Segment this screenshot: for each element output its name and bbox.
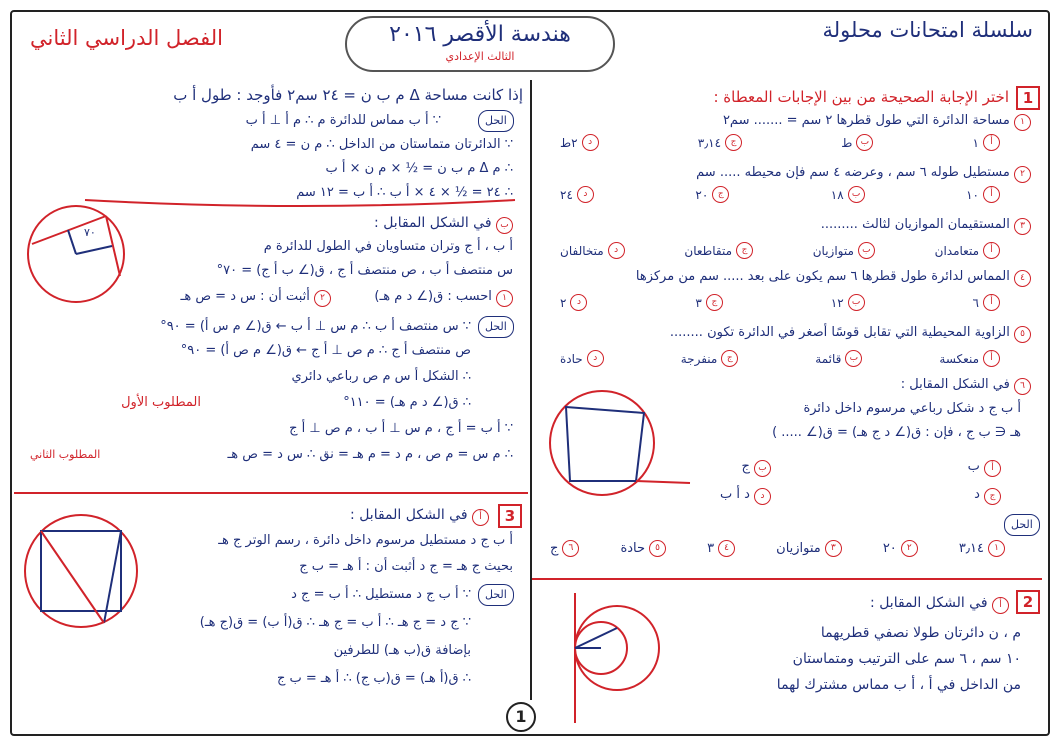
option-letter-icon: أ	[983, 134, 1000, 151]
option-letter-icon: ج	[712, 186, 729, 203]
part-letter-icon: أ	[992, 597, 1009, 614]
option-b[interactable]	[831, 186, 865, 203]
item-num-badge: ٢	[1014, 166, 1031, 183]
q2b-req1-text: احسب : ق(∠ د م هـ)	[374, 289, 492, 304]
option-text: ٢	[560, 295, 567, 310]
q2b-solution-tag: الحل	[478, 316, 514, 338]
q1-item-6-line2: هـ ∈ ب ج ، فإن : ق(∠ د ج هـ) = ق(∠ ..... )	[772, 425, 1021, 440]
page-number: 1	[506, 702, 536, 732]
req-num-icon: ١	[496, 290, 513, 307]
q2b-sol-line2: ص منتصف أ ج ∴ م ص ⊥ أ ج ← ق(∠ م ص أ) = ٩٠°	[180, 343, 471, 358]
q2b-sol-line3: ∴ الشكل أ س م ص رباعي دائري	[291, 369, 471, 384]
item-num-badge: ٣	[1014, 218, 1031, 235]
option-a[interactable]	[966, 186, 1000, 203]
divider-q3	[14, 492, 528, 494]
q1-item-2-text: مستطيل طوله ٦ سم ، وعرضه ٤ سم فإن محيطه ..... سم	[696, 165, 1010, 180]
q2-solution-tag: الحل	[478, 110, 514, 132]
q1-heading: اختر الإجابة الصحيحة من بين الإجابات المعطاة :	[713, 88, 1009, 106]
option-text: متقاطعان	[684, 243, 732, 258]
q2b-line1: أ ب ، أ ج وتران متساويان في الطول للدائرة م	[263, 239, 513, 254]
option-text: ١٢	[830, 295, 844, 310]
answer-3	[776, 540, 842, 557]
q1-item-2-options	[560, 186, 1000, 203]
series-title: سلسلة امتحانات محلولة	[822, 18, 1033, 42]
answer-num-icon: ٤	[718, 540, 735, 557]
second-required-label: المطلوب الثاني	[30, 448, 101, 461]
q2-sol-line1: ∵ أ ب مماس للدائرة م ∴ م أ ⊥ أ ب	[245, 113, 441, 128]
option-a[interactable]	[973, 294, 1000, 311]
q1-item-1	[723, 112, 1031, 131]
exam-title-cloud	[345, 16, 615, 72]
option-d[interactable]	[560, 242, 625, 259]
q3-diagram	[18, 508, 144, 634]
option-letter-icon: ب	[858, 242, 875, 259]
option-text: ١٠	[966, 187, 979, 202]
q2b-req2-text: أثبت أن : س د = ص هـ	[180, 289, 310, 304]
q1-item-5-options	[560, 350, 1000, 367]
q3-number: 3	[498, 504, 522, 528]
q3-sol-line2: ∵ ج د = ج هـ ∴ أ ب = ج هـ ∴ ق(أ ب) = ق(ج هـ)	[199, 615, 471, 630]
q1-item-5	[670, 324, 1031, 343]
q2a-line1: م ، ن دائرتان طولا نصفي قطريهما	[820, 625, 1021, 641]
q1-item-3-text: المستقيمان الموازيان لثالث .........	[820, 217, 1010, 232]
option-letter-icon: ب	[848, 186, 865, 203]
q1-number: 1	[1016, 86, 1040, 110]
answer-4	[707, 540, 735, 557]
option-c[interactable]	[695, 186, 729, 203]
q3-solution-tag: الحل	[478, 584, 514, 606]
q2b-diagram	[20, 196, 132, 308]
answer-text: متوازيان	[776, 541, 821, 556]
q2b-sol-line1: ∵ س منتصف أ ب ∴ م س ⊥ أ ب ← ق(∠ م س أ) = ٩٠°	[160, 319, 471, 334]
option-letter-icon: د	[608, 242, 625, 259]
option-c[interactable]	[684, 242, 753, 259]
option-text: د أ ب	[719, 487, 750, 502]
q2b-line2: س منتصف أ ب ، ص منتصف أ ج ، ق(∠ ب أ ج) = ٧٠°	[216, 263, 513, 278]
option-b[interactable]	[831, 294, 865, 311]
option-letter-icon: أ	[983, 186, 1000, 203]
option-text: ٢ط	[560, 135, 578, 150]
q2a-intro	[870, 594, 1009, 614]
q3-sol-line4: ∴ ق(أ هـ) = ق(ب ج) ∴ أ هـ = ب ج	[276, 671, 471, 686]
option-c[interactable]	[681, 350, 739, 367]
option-a[interactable]	[973, 134, 1000, 151]
q2a-intro-text: في الشكل المقابل :	[870, 595, 988, 611]
q2a-diagram	[545, 588, 665, 728]
grade-label: الثالث الإعدادي	[445, 50, 515, 63]
option-text: د	[974, 487, 980, 502]
option-d[interactable]	[560, 350, 604, 367]
answer-num-icon: ٦	[562, 540, 579, 557]
option-a[interactable]	[935, 242, 1000, 259]
option-letter-icon: أ	[983, 350, 1000, 367]
q2-sol-line2: ∵ الدائرتان متماستان من الداخل ∴ م ن = ٤ سم	[250, 137, 513, 152]
option-b[interactable]	[815, 350, 862, 367]
option-text: ٦	[972, 295, 979, 310]
q2-given: إذا كانت مساحة Δ م ب ن = ٢٤ سم٢ فأوجد : طول أ ب	[173, 86, 523, 104]
first-required-label: المطلوب الأول	[121, 395, 201, 410]
q1-item-1-text: مساحة الدائرة التي طول قطرها ٢ سم = ....... سم٢	[722, 113, 1010, 128]
item-num-badge: ٤	[1014, 270, 1031, 287]
q3-line2: بحيث ج هـ = ج د أثبت أن : أ هـ = ب ج	[299, 559, 513, 574]
option-text: منفرجة	[680, 351, 718, 366]
q1-item-3-options	[560, 242, 1000, 259]
answer-2	[883, 540, 918, 557]
option-text: ط	[841, 135, 853, 150]
q2b-intro	[374, 214, 513, 234]
option-letter-icon: ج	[984, 488, 1001, 505]
option-letter-icon: ب	[754, 460, 771, 477]
q1-item-4-text: المماس لدائرة طول قطرها ٦ سم يكون على بعد ..... سم من مركزها	[635, 269, 1010, 284]
option-text: منعكسة	[939, 351, 979, 366]
option-letter-icon: ب	[848, 294, 865, 311]
option-text: ٢٠	[695, 187, 709, 202]
option-d[interactable]	[560, 186, 594, 203]
option-text: متخالفان	[560, 243, 604, 258]
q2a-line2: ١٠ سم ، ٦ سم على الترتيب ومتماستان	[792, 651, 1021, 667]
svg-text:٧٠: ٧٠	[84, 226, 96, 239]
option-text: متوازيان	[812, 243, 854, 258]
option-letter-icon: د	[587, 350, 604, 367]
option-letter-icon: ج	[721, 350, 738, 367]
option-text: متعامدان	[934, 243, 979, 258]
exam-title: هندسة الأقصر ٢٠١٦	[389, 22, 571, 47]
q2-sol-line4: ∴ ٢٤ = ½ × ٤ × أ ب ∴ أ ب = ١٢ سم	[296, 185, 513, 200]
option-text: قائمة	[815, 351, 842, 366]
option-letter-icon: أ	[984, 460, 1001, 477]
option-text: ٢٤	[560, 187, 573, 202]
option-letter-icon: ج	[736, 242, 753, 259]
answer-text: ج	[550, 541, 559, 556]
q2b-final-line: ∴ م س = م ص ، م د = م هـ = نق ∴ س د = ص هـ	[227, 447, 513, 462]
q2b-req1	[374, 288, 513, 307]
answer-text: حادة	[620, 541, 646, 556]
q3-intro	[350, 506, 489, 526]
q2-number: 2	[1016, 590, 1040, 614]
answer-5	[620, 540, 666, 557]
answer-text: ٣٫١٤	[958, 541, 984, 556]
q3-line1: أ ب ج د مستطيل مرسوم داخل دائرة ، رسم الوتر ج هـ	[218, 533, 513, 548]
option-text: ١	[972, 135, 979, 150]
q1-item-4	[636, 268, 1031, 287]
answer-text: ٣	[707, 541, 715, 556]
option-c[interactable]	[698, 134, 742, 151]
option-d[interactable]	[560, 294, 587, 311]
part-letter-icon: ب	[496, 217, 513, 234]
answer-num-icon: ١	[988, 540, 1005, 557]
option-c[interactable]	[695, 294, 722, 311]
item-num-badge: ٦	[1014, 378, 1031, 395]
underline-stroke	[80, 196, 520, 210]
option-letter-icon: ب	[856, 134, 873, 151]
q2b-intro-text: في الشكل المقابل :	[374, 215, 492, 231]
q1-item-4-options	[560, 294, 1000, 311]
option-text: ج	[741, 459, 750, 474]
answer-num-icon: ٣	[825, 540, 842, 557]
q1-item-6-option-c[interactable]	[974, 486, 1001, 505]
option-letter-icon: ج	[725, 134, 742, 151]
q3-sol-line1: ∵ أ ب ج د مستطيل ∴ أ ب = ج د	[291, 587, 471, 602]
option-letter-icon: د	[582, 134, 599, 151]
option-text: حادة	[560, 351, 583, 366]
option-letter-icon: ج	[706, 294, 723, 311]
term-label: الفصل الدراسي الثاني	[30, 26, 223, 50]
q1-item-6-line1: أ ب ج د شكل رباعي مرسوم داخل دائرة	[803, 401, 1021, 416]
answer-num-icon: ٢	[901, 540, 918, 557]
option-letter-icon: أ	[983, 242, 1000, 259]
req-num-icon: ٢	[314, 290, 331, 307]
q1-item-6-option-a[interactable]	[968, 458, 1001, 477]
divider-q2	[532, 578, 1042, 580]
option-text: ٣	[695, 295, 702, 310]
option-text: ب	[967, 459, 980, 474]
q1-item-6	[901, 376, 1031, 395]
q2-sol-line3: ∴ م Δ م ب ن = ½ × م ن × أ ب	[325, 161, 513, 176]
option-letter-icon: أ	[983, 294, 1000, 311]
q1-answers	[550, 540, 1005, 557]
q1-item-1-options	[560, 134, 1000, 151]
q1-item-2	[696, 164, 1031, 183]
q1-item-3	[821, 216, 1031, 235]
option-b[interactable]	[813, 242, 875, 259]
q2b-sol-line4: ∴ ق(∠ د م هـ) = ١١٠°	[343, 395, 471, 410]
option-text: ١٨	[830, 187, 844, 202]
item-num-badge: ٥	[1014, 326, 1031, 343]
q1-item-5-text: الزاوية المحيطية التي تقابل قوسًا أصغر في الدائرة تكون ........	[669, 325, 1010, 340]
q3-intro-text: في الشكل المقابل :	[350, 507, 468, 523]
q1-item-6-option-d[interactable]	[720, 486, 771, 505]
option-letter-icon: د	[570, 294, 587, 311]
answer-num-icon: ٥	[649, 540, 666, 557]
q3-sol-line3: بإضافة ق(ب هـ) للطرفين	[333, 643, 471, 658]
q1-item-6-option-b[interactable]	[741, 458, 771, 477]
part-letter-icon: أ	[472, 509, 489, 526]
q2a-line3: من الداخل في أ ، أ ب مماس مشترك لهما	[776, 677, 1021, 693]
option-a[interactable]	[939, 350, 1000, 367]
q1-solution-tag: الحل	[1004, 514, 1040, 536]
q2b-eq-line: ∵ أ ب = أ ج ، م س ⊥ أ ب ، م ص ⊥ أ ج	[289, 421, 513, 436]
option-b[interactable]	[841, 134, 873, 151]
q2b-req2	[181, 288, 331, 307]
q1-item-6-intro: في الشكل المقابل :	[900, 377, 1010, 392]
item-num-badge: ١	[1014, 114, 1031, 131]
option-letter-icon: ب	[845, 350, 862, 367]
q1-item6-diagram	[540, 385, 710, 505]
answer-6	[550, 540, 579, 557]
answer-1	[959, 540, 1005, 557]
column-divider	[530, 80, 532, 700]
option-letter-icon: د	[577, 186, 594, 203]
option-letter-icon: د	[754, 488, 771, 505]
option-d[interactable]	[560, 134, 599, 151]
option-text: ٣٫١٤	[697, 135, 722, 150]
answer-text: ٢٠	[882, 541, 897, 556]
